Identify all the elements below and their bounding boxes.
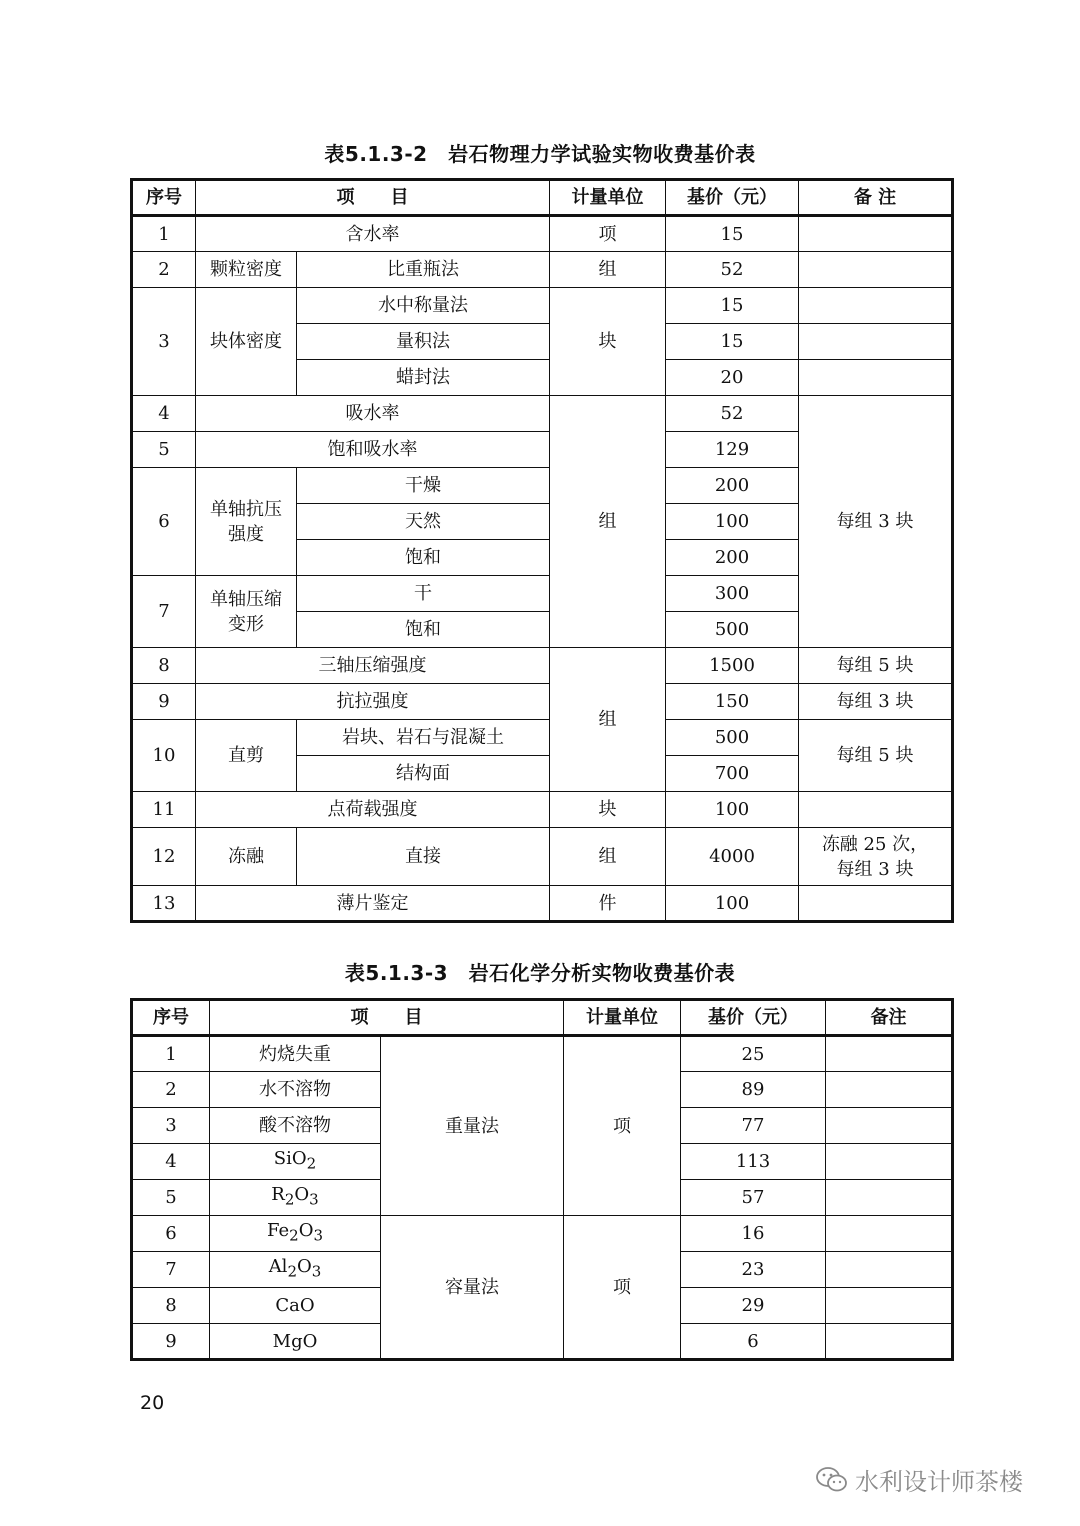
row-sub-item: 蜡封法 <box>297 360 550 396</box>
row-note <box>826 1216 953 1252</box>
row-group: 单轴压缩变形 <box>196 576 297 648</box>
row-unit: 组 <box>550 396 666 648</box>
col-header-no: 序号 <box>132 180 196 216</box>
row-note: 每组 5 块 <box>799 720 953 792</box>
row-group: 块体密度 <box>196 288 297 396</box>
row-no: 4 <box>132 396 196 432</box>
row-note <box>799 360 953 396</box>
row-sub-item: 饱和 <box>297 540 550 576</box>
row-no: 13 <box>132 886 196 922</box>
row-price: 52 <box>666 252 799 288</box>
row-item: 三轴压缩强度 <box>196 648 550 684</box>
row-note <box>799 792 953 828</box>
col-header-price: 基价（元） <box>666 180 799 216</box>
row-note <box>826 1180 953 1216</box>
col-header-no: 序号 <box>132 1000 210 1036</box>
row-price: 15 <box>666 324 799 360</box>
col-header-price: 基价（元） <box>681 1000 826 1036</box>
row-price: 113 <box>681 1144 826 1180</box>
row-no: 4 <box>132 1144 210 1180</box>
row-no: 11 <box>132 792 196 828</box>
row-method: 容量法 <box>381 1216 564 1360</box>
row-unit: 组 <box>550 252 666 288</box>
table-row <box>132 216 953 252</box>
row-group: 单轴抗压强度 <box>196 468 297 576</box>
row-price: 700 <box>666 756 799 792</box>
row-group: 冻融 <box>196 828 297 886</box>
row-no: 5 <box>132 1180 210 1216</box>
table1-caption: 表5.1.3-2 岩石物理力学试验实物收费基价表 <box>324 142 756 166</box>
row-price: 200 <box>666 540 799 576</box>
row-note <box>799 288 953 324</box>
page-number: 20 <box>140 1392 165 1414</box>
row-sub-item: 岩块、岩石与混凝土 <box>297 720 550 756</box>
row-no: 1 <box>132 1036 210 1072</box>
row-unit: 组 <box>550 648 666 792</box>
row-no: 7 <box>132 1252 210 1288</box>
row-price: 6 <box>681 1324 826 1360</box>
table-row <box>132 648 953 684</box>
table-row <box>132 886 953 922</box>
row-price: 16 <box>681 1216 826 1252</box>
row-note <box>826 1144 953 1180</box>
formula-main: O <box>298 1220 314 1242</box>
row-no: 1 <box>132 216 196 252</box>
row-note <box>826 1036 953 1072</box>
table-header-row <box>132 180 953 216</box>
row-item: 吸水率 <box>196 396 550 432</box>
row-price: 500 <box>666 720 799 756</box>
row-unit: 组 <box>550 828 666 886</box>
row-unit: 项 <box>550 216 666 252</box>
row-no: 8 <box>132 1288 210 1324</box>
row-price: 15 <box>666 288 799 324</box>
row-item: 饱和吸水率 <box>196 432 550 468</box>
table-header-row <box>132 1000 953 1036</box>
formula-sub: 2 <box>284 1190 295 1209</box>
row-unit: 项 <box>564 1216 681 1360</box>
formula-main: Fe <box>266 1220 290 1242</box>
row-item: 酸不溶物 <box>210 1108 381 1144</box>
row-note: 每组 3 块 <box>799 684 953 720</box>
row-price: 25 <box>681 1036 826 1072</box>
row-note <box>826 1108 953 1144</box>
row-item <box>210 1252 381 1288</box>
row-price: 1500 <box>666 648 799 684</box>
row-no: 7 <box>132 576 196 648</box>
row-sub-item: 比重瓶法 <box>297 252 550 288</box>
table-row <box>132 288 953 324</box>
table2-caption: 表5.1.3-3 岩石化学分析实物收费基价表 <box>344 961 736 985</box>
row-note <box>826 1288 953 1324</box>
row-no: 8 <box>132 648 196 684</box>
row-no: 12 <box>132 828 196 886</box>
row-price: 23 <box>681 1252 826 1288</box>
row-price: 29 <box>681 1288 826 1324</box>
row-item: 点荷载强度 <box>196 792 550 828</box>
table-row <box>132 720 953 756</box>
col-header-item: 项 目 <box>196 180 550 216</box>
row-item: 含水率 <box>196 216 550 252</box>
row-price: 100 <box>666 504 799 540</box>
row-sub-item: 干 <box>297 576 550 612</box>
row-no: 5 <box>132 432 196 468</box>
row-note <box>799 886 953 922</box>
formula-sub: 2 <box>289 1226 299 1245</box>
row-no: 3 <box>132 1108 210 1144</box>
formula-sub: 2 <box>287 1262 297 1281</box>
row-price: 52 <box>666 396 799 432</box>
formula-main: R <box>271 1184 285 1206</box>
row-note: 每组 5 块 <box>799 648 953 684</box>
row-item <box>210 1180 381 1216</box>
row-sub-item: 直接 <box>297 828 550 886</box>
rock-chemical-analysis-price-table <box>130 998 954 1361</box>
row-sub-item: 干燥 <box>297 468 550 504</box>
row-no: 3 <box>132 288 196 396</box>
row-item: MgO <box>210 1324 381 1360</box>
watermark-text: 水利设计师茶楼 <box>855 1468 1023 1496</box>
rock-physical-mechanical-price-table <box>130 178 954 923</box>
row-item <box>210 1216 381 1252</box>
table-row <box>132 396 953 432</box>
row-price: 15 <box>666 216 799 252</box>
row-unit: 件 <box>550 886 666 922</box>
formula-sub: 3 <box>309 1190 319 1209</box>
row-price: 57 <box>681 1180 826 1216</box>
row-price: 100 <box>666 886 799 922</box>
row-unit: 块 <box>550 288 666 396</box>
row-item <box>210 1144 381 1180</box>
row-no: 6 <box>132 1216 210 1252</box>
table-row <box>132 1036 953 1072</box>
row-item: 薄片鉴定 <box>196 886 550 922</box>
row-item: CaO <box>210 1288 381 1324</box>
row-price: 300 <box>666 576 799 612</box>
row-sub-item: 饱和 <box>297 612 550 648</box>
formula-sub: 3 <box>311 1262 322 1281</box>
row-price: 150 <box>666 684 799 720</box>
row-note <box>826 1324 953 1360</box>
row-sub-item: 量积法 <box>297 324 550 360</box>
row-no: 6 <box>132 468 196 576</box>
row-price: 200 <box>666 468 799 504</box>
table-row <box>132 684 953 720</box>
row-note <box>826 1252 953 1288</box>
row-price: 20 <box>666 360 799 396</box>
col-header-note: 备 注 <box>799 180 953 216</box>
row-note: 每组 3 块 <box>799 396 953 648</box>
row-sub-item: 水中称量法 <box>297 288 550 324</box>
table-row <box>132 792 953 828</box>
row-unit: 项 <box>564 1036 681 1216</box>
row-no: 10 <box>132 720 196 792</box>
row-note <box>826 1072 953 1108</box>
formula-sub: 2 <box>306 1154 317 1173</box>
row-note <box>799 216 953 252</box>
row-price: 100 <box>666 792 799 828</box>
row-price: 77 <box>681 1108 826 1144</box>
col-header-item: 项 目 <box>210 1000 564 1036</box>
formula-main: Al <box>268 1256 288 1278</box>
row-price: 500 <box>666 612 799 648</box>
row-no: 9 <box>132 1324 210 1360</box>
col-header-unit: 计量单位 <box>564 1000 681 1036</box>
table-row <box>132 828 953 886</box>
row-price: 129 <box>666 432 799 468</box>
col-header-unit: 计量单位 <box>550 180 666 216</box>
row-price: 4000 <box>666 828 799 886</box>
formula-main: O <box>294 1184 310 1206</box>
col-header-note: 备注 <box>826 1000 953 1036</box>
row-item: 抗拉强度 <box>196 684 550 720</box>
row-group: 直剪 <box>196 720 297 792</box>
row-note <box>799 252 953 288</box>
row-no: 9 <box>132 684 196 720</box>
formula-main: SiO <box>273 1148 307 1170</box>
row-unit: 块 <box>550 792 666 828</box>
row-price: 89 <box>681 1072 826 1108</box>
row-item: 水不溶物 <box>210 1072 381 1108</box>
row-sub-item: 天然 <box>297 504 550 540</box>
row-note <box>799 324 953 360</box>
row-note: 冻融 25 次，每组 3 块 <box>799 828 953 886</box>
row-no: 2 <box>132 252 196 288</box>
row-method: 重量法 <box>381 1036 564 1216</box>
formula-sub: 3 <box>313 1226 324 1245</box>
formula-main: O <box>297 1256 312 1278</box>
watermark <box>815 1462 1023 1497</box>
row-group: 颗粒密度 <box>196 252 297 288</box>
row-item: 灼烧失重 <box>210 1036 381 1072</box>
table-row <box>132 1216 953 1252</box>
row-sub-item: 结构面 <box>297 756 550 792</box>
wechat-icon <box>815 1466 849 1494</box>
row-no: 2 <box>132 1072 210 1108</box>
table-row <box>132 252 953 288</box>
